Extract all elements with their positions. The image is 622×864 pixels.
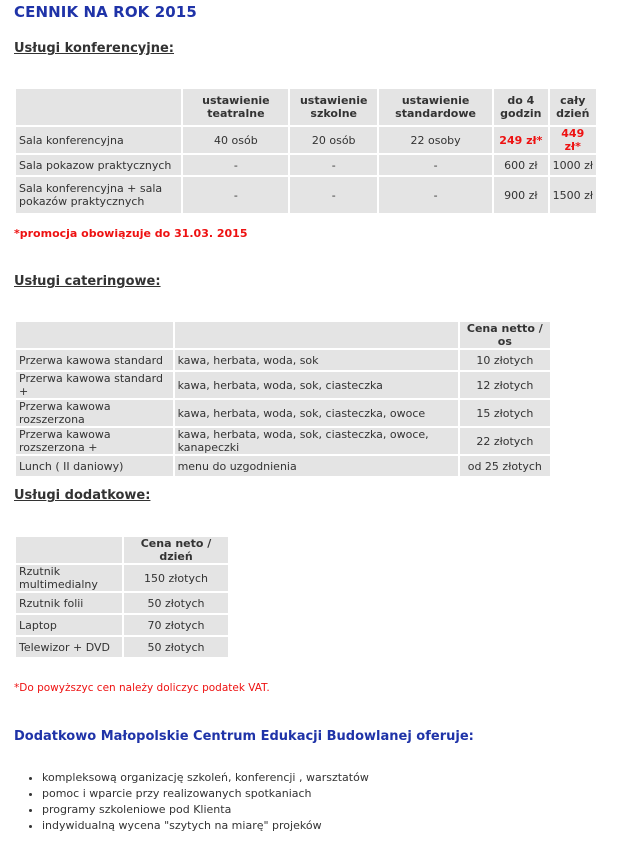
capacity-cell: - [290,177,377,213]
catering-name: Przerwa kawowa rozszerzona + [16,428,173,454]
equipment-name: Laptop [16,615,122,635]
catering-contents: menu do uzgodnienia [175,456,458,476]
catering-name: Lunch ( II daniowy) [16,456,173,476]
catering-price: od 25 złotych [460,456,550,476]
offer-heading: Dodatkowo Małopolskie Centrum Edukacji Budowlanej oferuje: [14,729,474,744]
price-day: 1500 zł [550,177,596,213]
list-item: • kompleksową organizację szkoleń, konferencji , warsztatów [42,770,369,786]
promo-note: *promocja obowiązuje do 31.03. 2015 [14,227,248,240]
conference-header-school: ustawienie szkolne [290,89,377,125]
table-row [16,615,228,635]
capacity-cell: 22 osoby [379,127,492,153]
catering-header-empty-2 [175,322,458,348]
table-row [16,155,596,175]
catering-name: Przerwa kawowa rozszerzona [16,400,173,426]
catering-header-empty [16,322,173,348]
catering-price: 22 złotych [460,428,550,454]
conference-header-row [16,89,596,125]
capacity-cell: - [183,155,288,175]
catering-price: 15 złotych [460,400,550,426]
capacity-cell: 20 osób [290,127,377,153]
room-name: Sala konferencyjna [16,127,181,153]
catering-table [14,320,552,478]
capacity-cell: - [379,155,492,175]
list-item: • pomoc i wparcie przy realizowanych spotkaniach [42,786,369,802]
conference-heading: Usługi konferencyjne: [14,41,175,56]
room-name: Sala konferencyjna + sala pokazów praktycznych [16,177,181,213]
catering-contents: kawa, herbata, woda, sok [175,350,458,370]
table-row [16,428,550,454]
catering-contents: kawa, herbata, woda, sok, ciasteczka, owoce, kanapeczki [175,428,458,454]
list-item: • indywidualną wycena "szytych na miarę" projeków [42,818,369,834]
table-row [16,177,596,213]
conference-table [14,87,598,215]
page-title: CENNIK NA ROK 2015 [14,3,197,21]
equipment-name: Rzutnik folii [16,593,122,613]
room-name: Sala pokazow praktycznych [16,155,181,175]
additional-header-price: Cena neto / dzień [124,537,228,563]
additional-header-row [16,537,228,563]
offer-list [22,770,369,834]
capacity-cell: - [183,177,288,213]
equipment-name: Rzutnik multimedialny [16,565,122,591]
price-4h-promo: 249 zł* [494,127,547,153]
catering-heading: Usługi cateringowe: [14,274,161,289]
equipment-price: 150 złotych [124,565,228,591]
conference-header-4h: do 4 godzin [494,89,547,125]
catering-header-row [16,322,550,348]
table-row [16,637,228,657]
equipment-name: Telewizor + DVD [16,637,122,657]
catering-price: 12 złotych [460,372,550,398]
capacity-cell: 40 osób [183,127,288,153]
capacity-cell: - [290,155,377,175]
price-day-promo: 449 zł* [550,127,596,153]
price-4h: 600 zł [494,155,547,175]
catering-name: Przerwa kawowa standard + [16,372,173,398]
equipment-price: 70 złotych [124,615,228,635]
table-row [16,565,228,591]
additional-header-empty [16,537,122,563]
table-row [16,400,550,426]
table-row [16,127,596,153]
table-row [16,350,550,370]
additional-heading: Usługi dodatkowe: [14,488,151,503]
vat-note: *Do powyższyc cen należy doliczyc podatek VAT. [14,682,270,694]
price-4h: 900 zł [494,177,547,213]
catering-header-price: Cena netto / os [460,322,550,348]
table-row [16,593,228,613]
capacity-cell: - [379,177,492,213]
conference-header-day: cały dzień [550,89,596,125]
conference-header-theatre: ustawienie teatralne [183,89,288,125]
list-item: • programy szkoleniowe pod Klienta [42,802,369,818]
catering-contents: kawa, herbata, woda, sok, ciasteczka [175,372,458,398]
table-row [16,456,550,476]
equipment-price: 50 złotych [124,593,228,613]
table-row [16,372,550,398]
catering-name: Przerwa kawowa standard [16,350,173,370]
conference-header-standard: ustawienie standardowe [379,89,492,125]
price-day: 1000 zł [550,155,596,175]
conference-header-empty [16,89,181,125]
equipment-price: 50 złotych [124,637,228,657]
additional-table [14,535,230,659]
catering-price: 10 złotych [460,350,550,370]
catering-contents: kawa, herbata, woda, sok, ciasteczka, owoce [175,400,458,426]
